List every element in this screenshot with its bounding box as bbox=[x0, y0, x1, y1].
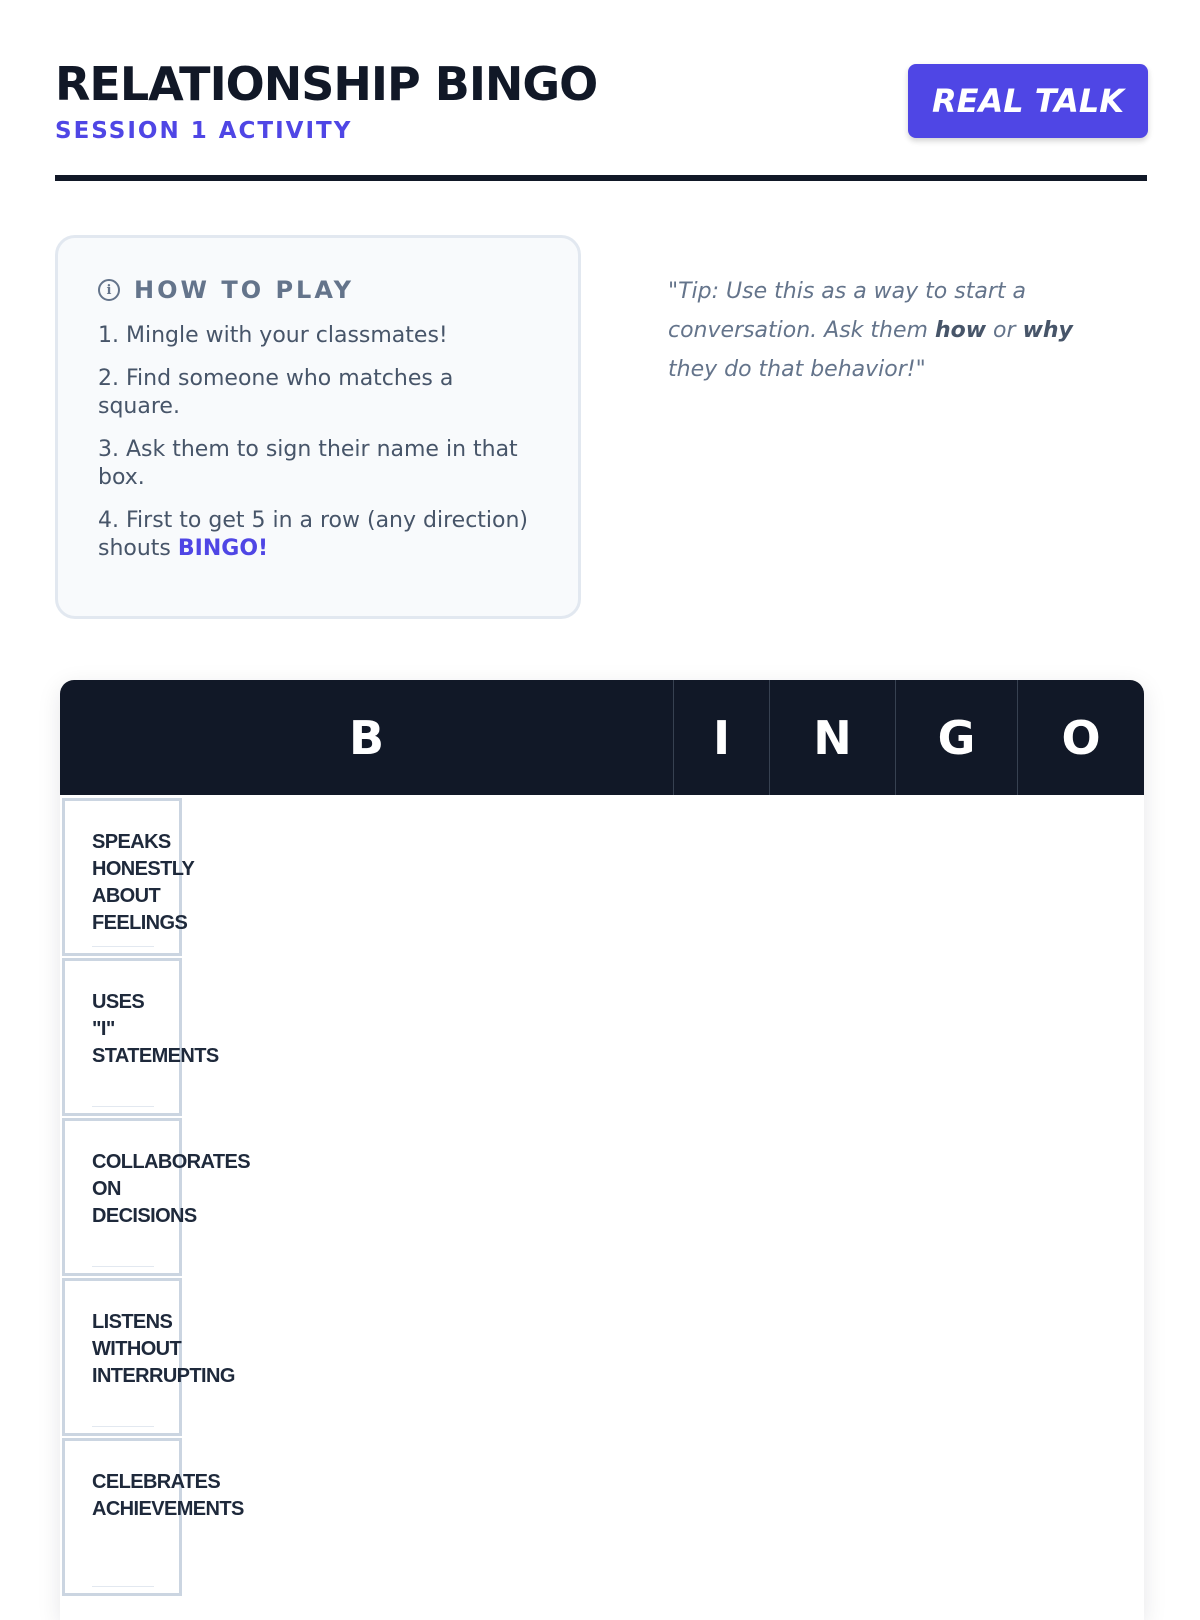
signature-line bbox=[92, 1586, 154, 1587]
how-to-play-title: HOW TO PLAY bbox=[134, 276, 354, 304]
page-header bbox=[55, 58, 1148, 144]
tip-why: why bbox=[1022, 318, 1073, 343]
bingo-square[interactable] bbox=[62, 1118, 250, 1276]
instruction-step: 3. Ask them to sign their name in that box. bbox=[98, 437, 518, 490]
signature-line bbox=[92, 1426, 154, 1427]
info-icon: i bbox=[98, 279, 120, 301]
page-subtitle: SESSION 1 ACTIVITY bbox=[55, 118, 353, 144]
tip-text bbox=[668, 272, 1108, 389]
instructions-list bbox=[98, 322, 538, 563]
bingo-square-label: SPEAKS HONESTLY ABOUT FEELINGS bbox=[92, 831, 195, 934]
signature-line bbox=[92, 946, 154, 947]
bingo-square[interactable] bbox=[62, 1438, 244, 1596]
bingo-board bbox=[60, 680, 1144, 1620]
signature-line bbox=[92, 1266, 154, 1267]
bingo-letter-g: G bbox=[896, 680, 1018, 795]
bingo-square[interactable] bbox=[62, 798, 195, 956]
bingo-square-label: LISTENS WITHOUT INTERRUPTING bbox=[92, 1311, 235, 1387]
instruction-step: 2. Find someone who matches a square. bbox=[98, 366, 454, 419]
bingo-square-label: CELEBRATES ACHIEVEMENTS bbox=[92, 1471, 244, 1520]
bingo-square-label: USES "I" STATEMENTS bbox=[92, 991, 219, 1067]
header-divider bbox=[55, 175, 1147, 181]
bingo-letter-o: O bbox=[1061, 710, 1101, 765]
instruction-step: 1. Mingle with your classmates! bbox=[98, 323, 448, 348]
how-to-play-header bbox=[98, 276, 538, 304]
instruction-step bbox=[98, 507, 538, 563]
tip-how: how bbox=[934, 318, 987, 343]
bingo-letter-n: N bbox=[770, 680, 896, 795]
how-to-play-panel bbox=[55, 235, 581, 619]
instruction-step-text: 4. First to get 5 in a row (any direction) shouts bbox=[98, 508, 529, 561]
bingo-square[interactable] bbox=[62, 958, 219, 1116]
tip-text-part: they do that behavior!" bbox=[668, 357, 926, 382]
bingo-emphasis: BINGO! bbox=[177, 536, 269, 561]
signature-line bbox=[92, 1106, 154, 1107]
bingo-letter-header bbox=[60, 680, 1144, 795]
bingo-letter-b: B bbox=[60, 680, 674, 795]
bingo-square-label: COLLABORATES ON DECISIONS bbox=[92, 1151, 250, 1227]
tip-text-part: "Tip: Use this as a way to start a conversation. Ask them bbox=[668, 279, 1026, 343]
bingo-square[interactable] bbox=[62, 1278, 235, 1436]
tip-text-part: or bbox=[986, 318, 1023, 343]
real-talk-badge: REAL TALK bbox=[908, 64, 1148, 138]
page-title: RELATIONSHIP BINGO bbox=[55, 57, 598, 111]
bingo-letter-i: I bbox=[674, 680, 770, 795]
